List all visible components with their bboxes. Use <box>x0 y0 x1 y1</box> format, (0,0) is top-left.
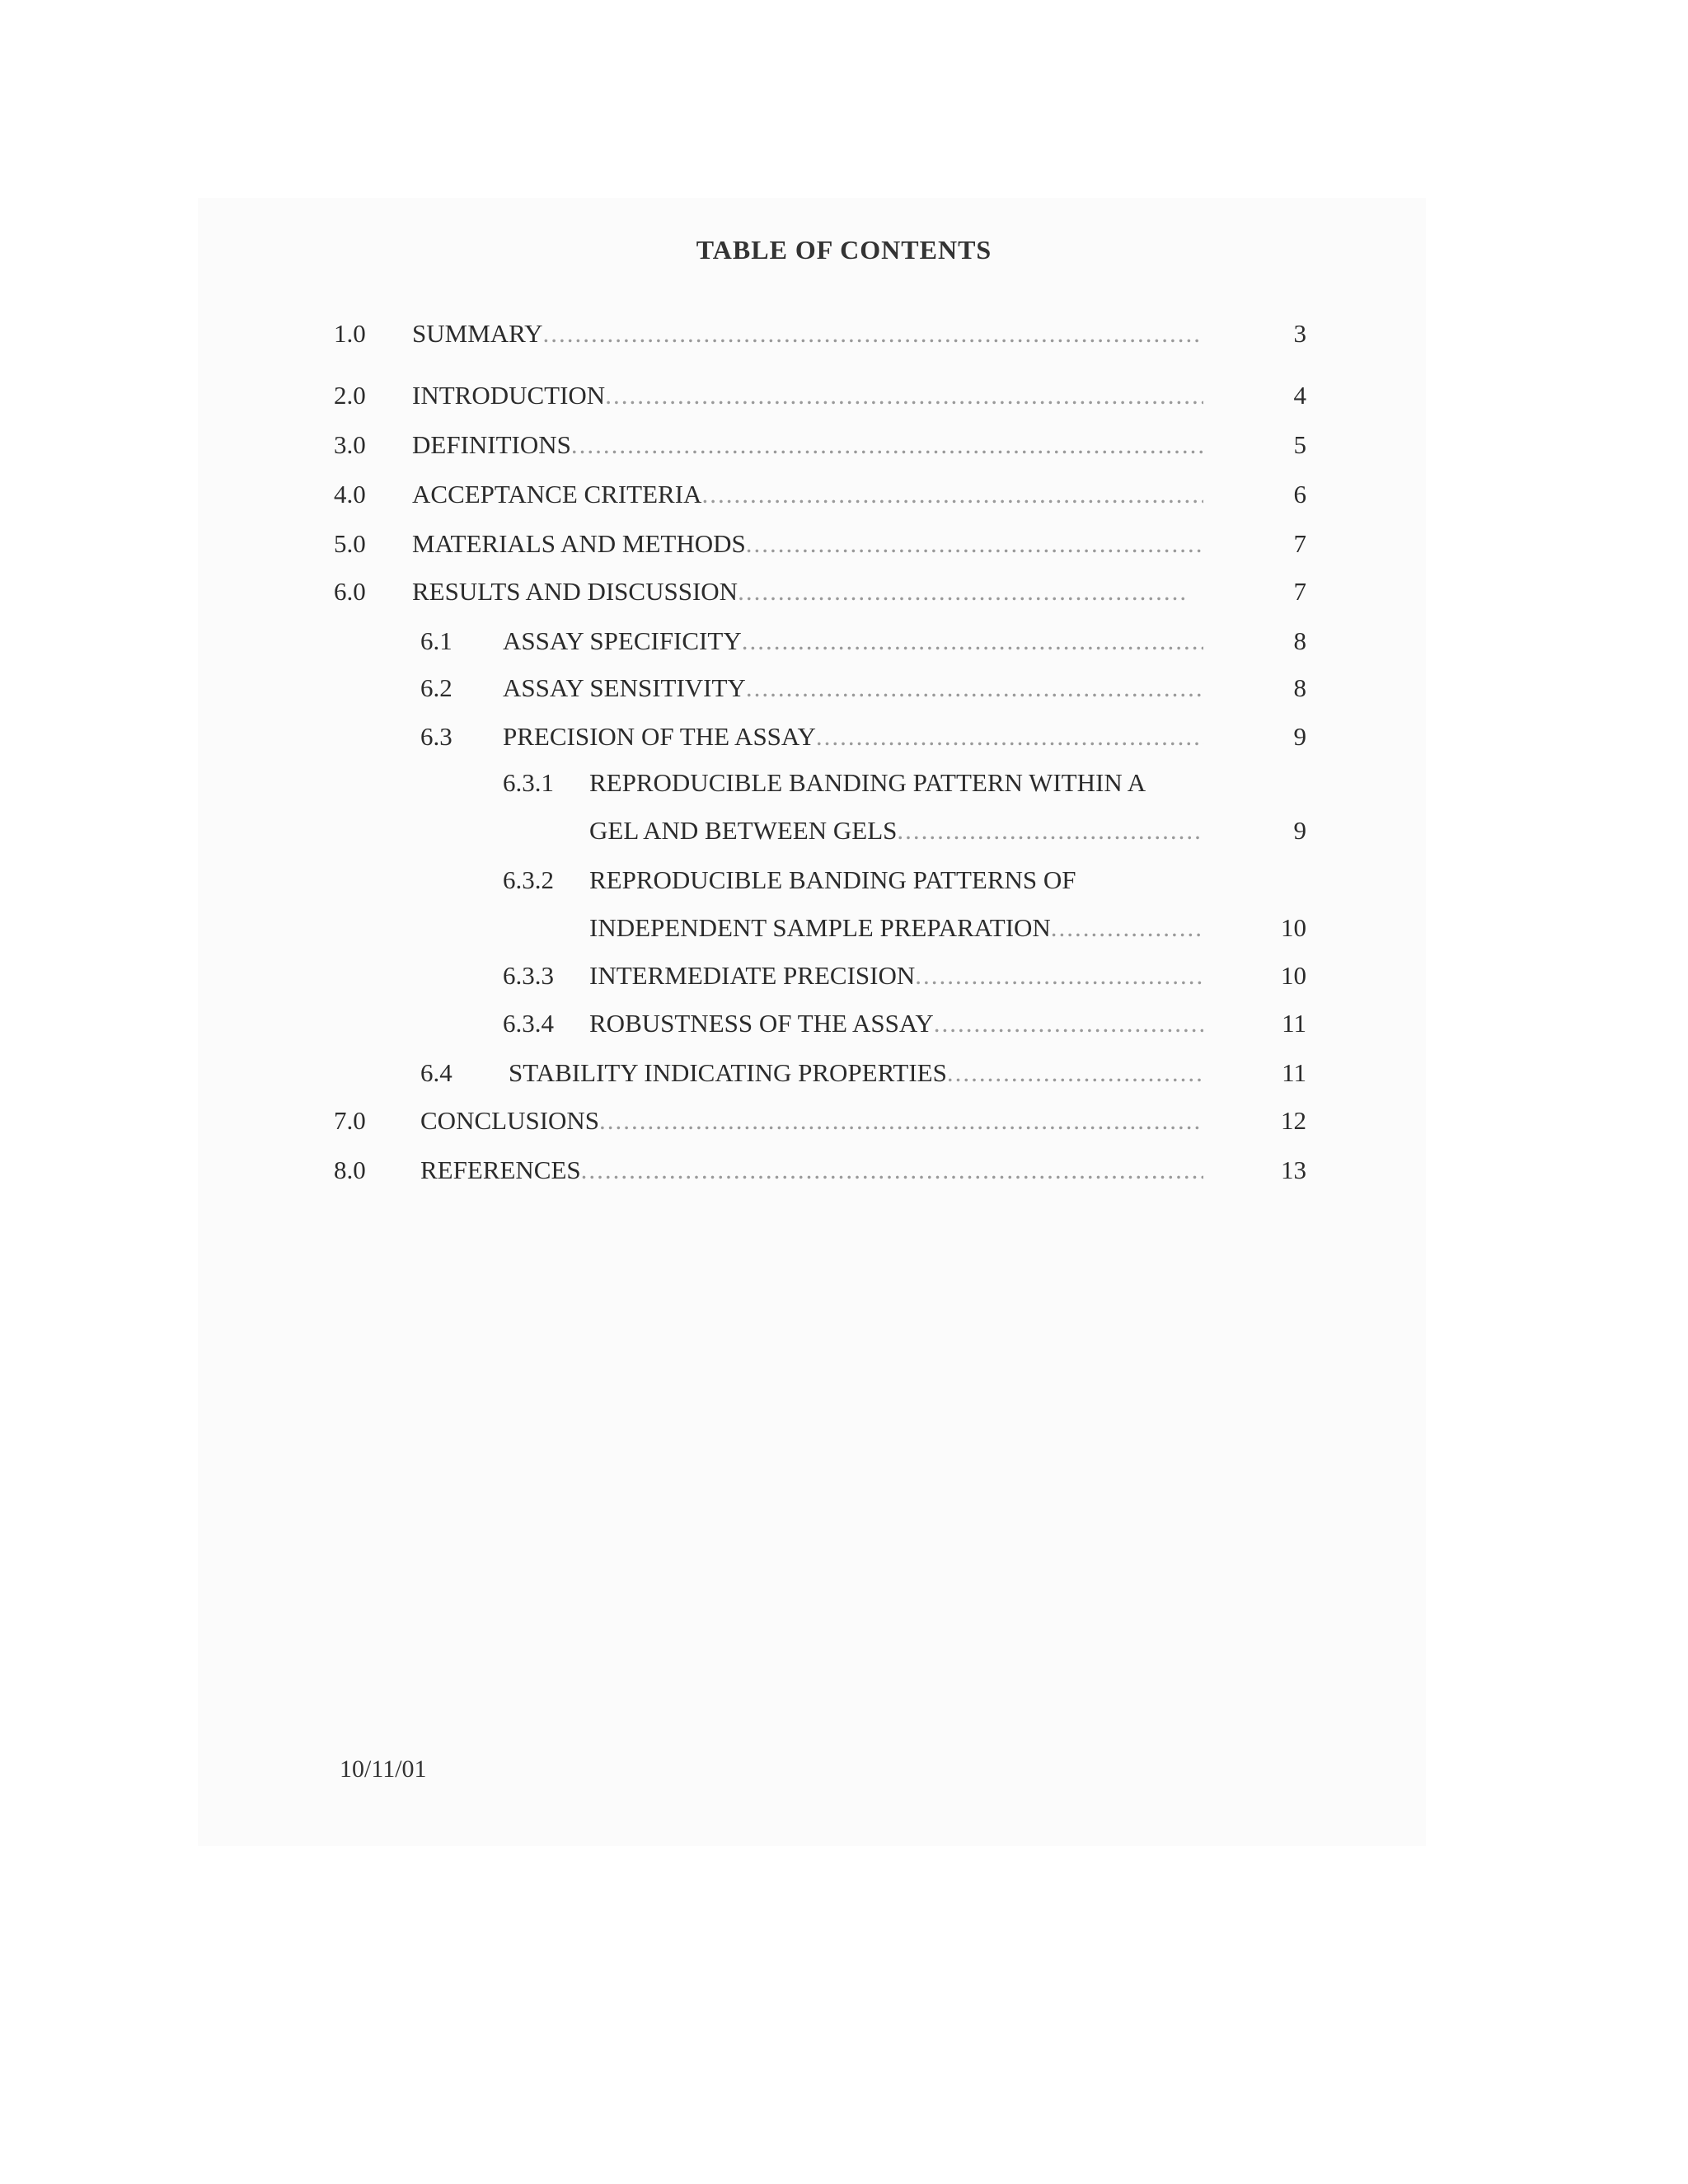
section-number: 6.3 <box>420 722 452 751</box>
toc-entry-6-3-1[interactable] <box>334 766 1306 849</box>
section-title: ROBUSTNESS OF THE ASSAY <box>589 1009 934 1038</box>
toc-title: TABLE OF CONTENTS <box>696 235 992 265</box>
dot-leader <box>816 720 1203 753</box>
page-number: 10 <box>1281 961 1306 990</box>
dot-leader <box>947 1057 1203 1090</box>
section-title: REPRODUCIBLE BANDING PATTERN WITHIN A <box>589 768 1146 797</box>
toc-entry-6-0[interactable] <box>334 575 1306 608</box>
page-number: 10 <box>1281 913 1306 942</box>
section-title: PRECISION OF THE ASSAY <box>503 722 816 751</box>
page-number: 9 <box>1293 816 1306 845</box>
toc-entry-6-3-3[interactable] <box>334 959 1306 992</box>
toc-entry-6-3[interactable] <box>334 720 1306 753</box>
page-number: 11 <box>1282 1058 1306 1087</box>
toc-entry-8-0[interactable] <box>334 1154 1306 1187</box>
dot-leader <box>701 478 1203 511</box>
page-number: 13 <box>1281 1155 1306 1184</box>
toc-entry-1-0[interactable] <box>334 317 1306 350</box>
section-title: REPRODUCIBLE BANDING PATTERNS OF <box>589 865 1076 894</box>
section-title: ASSAY SPECIFICITY <box>503 626 742 655</box>
section-title: SUMMARY <box>412 319 543 348</box>
toc-entry-6-3-4[interactable] <box>334 1007 1306 1040</box>
toc-entry-6-3-2[interactable] <box>334 864 1306 946</box>
dot-leader <box>605 379 1203 412</box>
page-number: 3 <box>1293 319 1306 348</box>
section-title: STABILITY INDICATING PROPERTIES <box>509 1058 947 1087</box>
section-number: 6.2 <box>420 673 452 702</box>
dot-leader <box>571 429 1203 462</box>
dot-leader <box>742 625 1203 658</box>
section-number: 5.0 <box>334 529 366 558</box>
section-title: CONCLUSIONS <box>420 1106 600 1135</box>
section-number: 6.3.3 <box>503 961 554 990</box>
section-title: MATERIALS AND METHODS <box>412 529 746 558</box>
section-title: ASSAY SENSITIVITY <box>503 673 746 702</box>
section-number: 3.0 <box>334 430 366 459</box>
section-number: 6.0 <box>334 577 366 606</box>
section-number: 4.0 <box>334 480 366 509</box>
dot-leader <box>746 672 1203 705</box>
toc-entry-5-0[interactable] <box>334 527 1306 560</box>
section-title: INTERMEDIATE PRECISION <box>589 961 916 990</box>
dot-leader <box>915 959 1203 992</box>
page-number: 7 <box>1293 529 1306 558</box>
toc-entry-2-0[interactable] <box>334 379 1306 412</box>
section-title-continued: INDEPENDENT SAMPLE PREPARATION <box>589 913 1051 942</box>
dot-leader <box>934 1007 1203 1040</box>
dot-leader <box>581 1154 1203 1187</box>
section-number: 1.0 <box>334 319 366 348</box>
page-number: 4 <box>1293 381 1306 410</box>
dot-leader <box>746 527 1203 560</box>
page-number: 8 <box>1293 673 1306 702</box>
document-date: 10/11/01 <box>340 1755 427 1783</box>
page-number: 8 <box>1293 626 1306 655</box>
page-number: 6 <box>1293 480 1306 509</box>
dot-leader <box>1051 912 1203 944</box>
section-title: INTRODUCTION <box>412 381 606 410</box>
dot-leader <box>599 1104 1203 1137</box>
section-number: 6.1 <box>420 626 452 655</box>
section-number: 6.3.1 <box>503 768 554 797</box>
section-number: 6.3.2 <box>503 865 554 894</box>
dot-leader <box>543 317 1204 350</box>
section-title: RESULTS AND DISCUSSION <box>412 577 738 606</box>
section-number: 6.3.4 <box>503 1009 554 1038</box>
section-number: 2.0 <box>334 381 366 410</box>
section-title: ACCEPTANCE CRITERIA <box>412 480 702 509</box>
section-title: REFERENCES <box>420 1155 581 1184</box>
section-number: 6.4 <box>420 1058 452 1087</box>
toc-entry-3-0[interactable] <box>334 429 1306 462</box>
section-number: 7.0 <box>334 1106 366 1135</box>
toc-entry-6-4[interactable] <box>334 1057 1306 1090</box>
toc-entry-7-0[interactable] <box>334 1104 1306 1137</box>
page-number: 12 <box>1281 1106 1306 1135</box>
toc-entry-6-2[interactable] <box>334 672 1306 705</box>
dot-leader <box>738 575 1187 608</box>
section-title-continued: GEL AND BETWEEN GELS <box>589 816 898 845</box>
toc-entry-4-0[interactable] <box>334 478 1306 511</box>
dot-leader <box>897 814 1203 847</box>
toc-entry-6-1[interactable] <box>334 625 1306 658</box>
section-title: DEFINITIONS <box>412 430 571 459</box>
page-number: 7 <box>1293 577 1306 606</box>
page-number: 11 <box>1282 1009 1306 1038</box>
page-number: 5 <box>1293 430 1306 459</box>
page-number: 9 <box>1293 722 1306 751</box>
section-number: 8.0 <box>334 1155 366 1184</box>
